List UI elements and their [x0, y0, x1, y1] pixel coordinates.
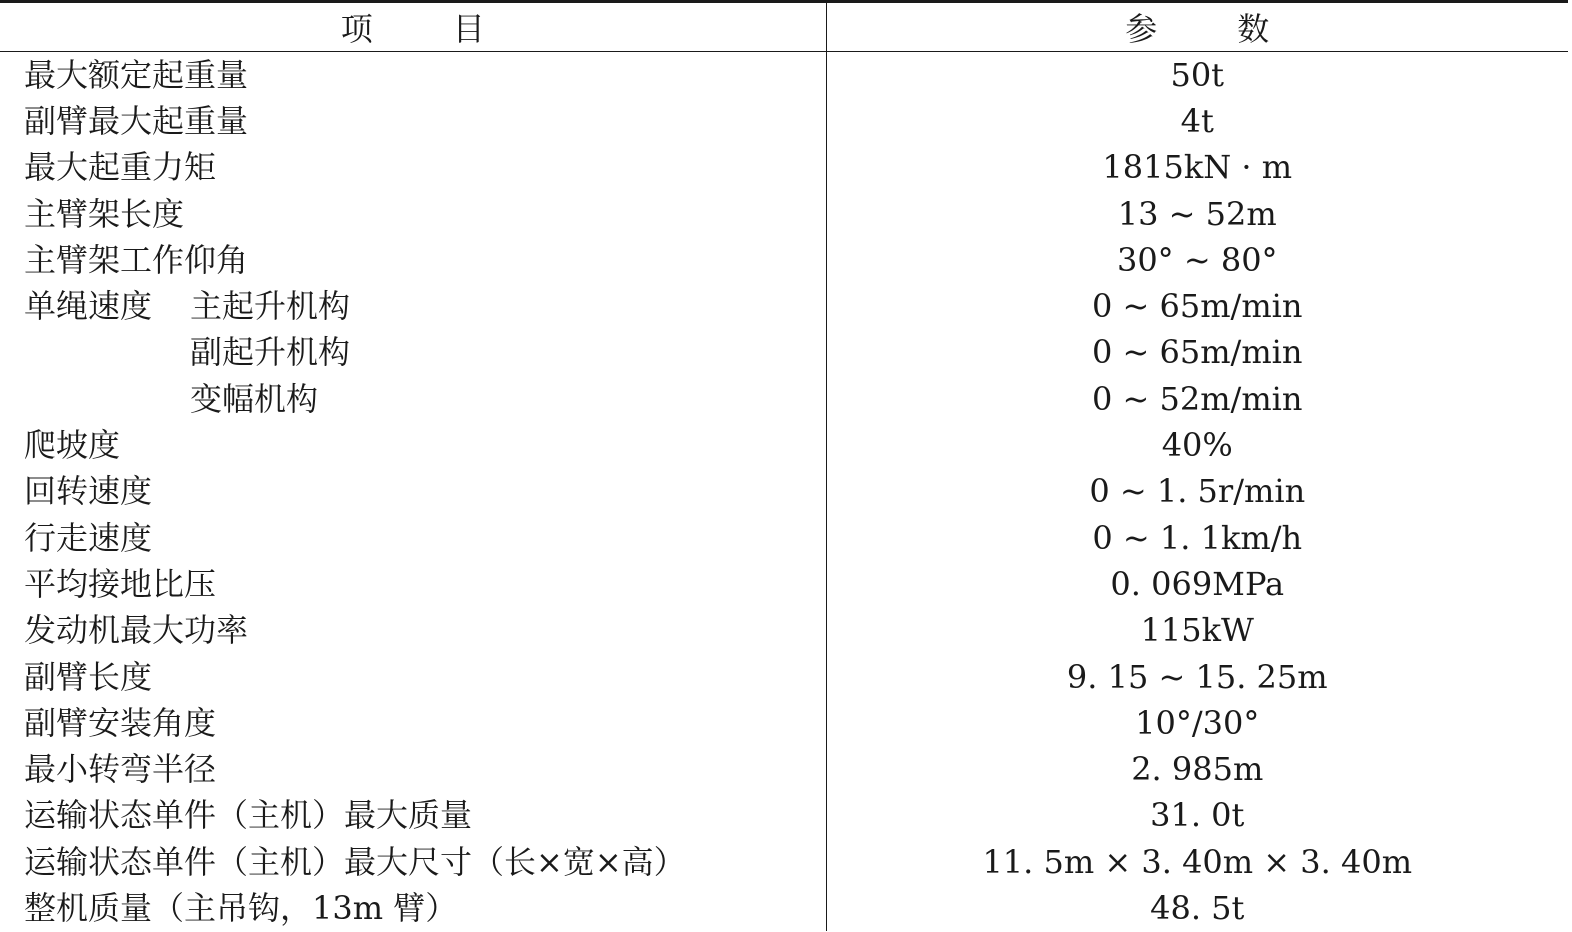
param-value: 0 ~ 65m/min	[1091, 287, 1303, 326]
header-parameter	[826, 2, 1568, 52]
item-label: 回转速度	[0, 468, 826, 514]
header-item-char-1: 项	[340, 10, 373, 48]
table-row	[0, 700, 1568, 746]
table-row	[0, 52, 1568, 98]
item-label: 副臂长度	[0, 653, 826, 699]
item-label: 副臂最大起重量	[0, 98, 826, 144]
header-item	[0, 2, 826, 52]
table-row	[0, 190, 1568, 236]
item-label: 最大起重力矩	[0, 144, 826, 190]
item-label: 运输状态单件（主机）最大质量	[0, 792, 826, 838]
param-value: 2. 985m	[1131, 750, 1264, 789]
item-label: 发动机最大功率	[0, 607, 826, 653]
table-row	[0, 792, 1568, 838]
item-cell	[0, 329, 826, 375]
item-label: 行走速度	[0, 514, 826, 560]
item-cell	[0, 376, 826, 422]
header-item-char-2: 目	[452, 10, 485, 48]
table-row	[0, 422, 1568, 468]
item-cell	[0, 283, 826, 329]
param-value: 0 ~ 65m/min	[1091, 333, 1303, 372]
param-value: 1815kN · m	[1102, 148, 1293, 187]
param-value: 40%	[1161, 426, 1233, 465]
table-row	[0, 607, 1568, 653]
param-value: 0 ~ 1. 1km/h	[1092, 518, 1303, 557]
table-row	[0, 653, 1568, 699]
table-row	[0, 468, 1568, 514]
item-label: 主臂架长度	[0, 190, 826, 236]
item-label: 平均接地比压	[0, 561, 826, 607]
table-row	[0, 144, 1568, 190]
item-label: 最大额定起重量	[0, 52, 826, 98]
header-param-char-1: 参	[1125, 10, 1158, 48]
param-value: 10°/30°	[1135, 703, 1260, 742]
table-row	[0, 514, 1568, 560]
param-value: 0 ~ 1. 5r/min	[1089, 472, 1306, 511]
param-value: 13 ~ 52m	[1117, 194, 1277, 233]
item-label: 爬坡度	[0, 422, 826, 468]
table-row	[0, 98, 1568, 144]
item-label: 主起升机构	[190, 287, 351, 326]
item-label: 运输状态单件（主机）最大尺寸（长×宽×高）	[0, 839, 826, 885]
param-value: 4t	[1180, 101, 1214, 140]
item-label: 主臂架工作仰角	[0, 237, 826, 283]
table-row	[0, 561, 1568, 607]
item-label: 变幅机构	[190, 379, 319, 418]
param-value: 115kW	[1140, 611, 1254, 650]
table-row	[0, 376, 1568, 422]
param-value: 31. 0t	[1150, 796, 1245, 835]
item-label: 副起升机构	[190, 333, 351, 372]
header-param-char-2: 数	[1237, 10, 1270, 48]
table-row	[0, 237, 1568, 283]
table-row	[0, 746, 1568, 792]
param-value: 0 ~ 52m/min	[1091, 379, 1303, 418]
param-value: 11. 5m × 3. 40m × 3. 40m	[982, 842, 1413, 881]
param-value: 9. 15 ~ 15. 25m	[1066, 657, 1328, 696]
param-value: 0. 069MPa	[1110, 564, 1285, 603]
param-value: 30° ~ 80°	[1116, 240, 1278, 279]
group-label: 单绳速度	[24, 287, 153, 326]
table-row	[0, 329, 1568, 375]
item-label: 副臂安装角度	[0, 700, 826, 746]
param-value: 48. 5t	[1150, 888, 1245, 927]
table-row	[0, 839, 1568, 885]
table-header-row	[0, 2, 1568, 52]
param-value: 50t	[1170, 55, 1225, 94]
item-label: 整机质量（主吊钩，13m 臂）	[0, 885, 826, 931]
item-label: 最小转弯半径	[0, 746, 826, 792]
table-row	[0, 283, 1568, 329]
table-row	[0, 885, 1568, 931]
